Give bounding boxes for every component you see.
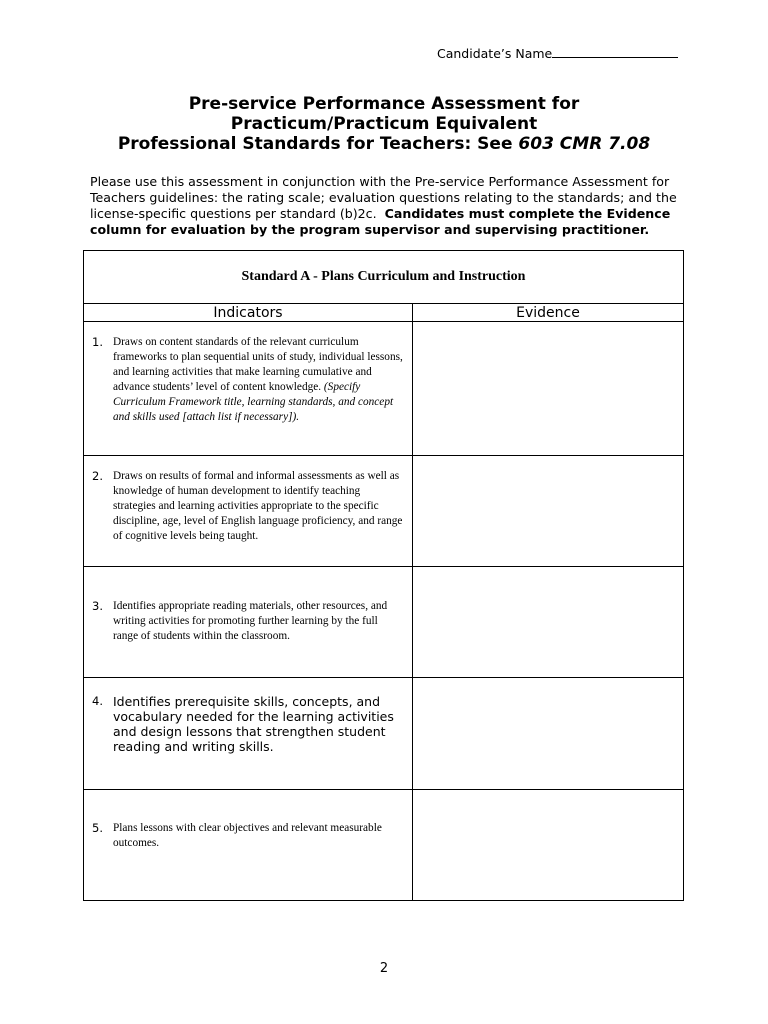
page-number: 2 bbox=[379, 961, 389, 976]
indicator-text-main: Draws on content standards of the relevant curriculum frameworks to plan sequential units of study, individual lessons, and learning activities that make learning cumulative and advance students’ level of content knowledge. bbox=[113, 336, 403, 393]
title-line-3 bbox=[0, 134, 768, 154]
evidence-cell[interactable] bbox=[413, 456, 684, 567]
standard-a-table bbox=[83, 250, 684, 901]
title-line-3-prefix: Professional Standards for Teachers: See bbox=[117, 134, 519, 154]
indicator-text: Plans lessons with clear objectives and relevant measurable outcomes. bbox=[113, 822, 382, 849]
table-row bbox=[84, 456, 684, 567]
indicator-text: Identifies prerequisite skills, concepts, and vocabulary needed for the learning activities and design lessons that strengthen student reading and writing skills. bbox=[113, 694, 394, 754]
indicator-cell bbox=[84, 567, 413, 678]
indicator-text bbox=[113, 335, 404, 425]
indicator-item bbox=[84, 790, 412, 851]
evidence-cell[interactable] bbox=[413, 567, 684, 678]
intro-paragraph bbox=[90, 174, 690, 238]
intro-bold-text: Candidates must complete the Evidence column for evaluation by the program supervisor and supervising practitioner. bbox=[90, 206, 671, 237]
indicator-item bbox=[84, 456, 412, 544]
page-title bbox=[0, 94, 768, 154]
indicator-number: 1. bbox=[92, 335, 103, 349]
indicator-item bbox=[84, 322, 412, 425]
title-line-2: Practicum/Practicum Equivalent bbox=[230, 114, 538, 134]
indicator-text: Identifies appropriate reading materials, other resources, and writing activities for promoting further learning by the full range of students within the classroom. bbox=[113, 600, 388, 642]
table-row bbox=[84, 567, 684, 678]
candidate-name-blank[interactable] bbox=[552, 45, 678, 58]
table-row bbox=[84, 678, 684, 790]
evidence-cell[interactable] bbox=[413, 322, 684, 456]
indicator-item bbox=[84, 678, 412, 754]
indicators-header: Indicators bbox=[84, 304, 413, 322]
indicator-text-italic: (Specify Curriculum Framework title, learning standards, and concept and skills used [attach list if necessary]). bbox=[113, 381, 394, 423]
indicator-cell bbox=[84, 678, 413, 790]
title-line-1: Pre-service Performance Assessment for bbox=[188, 94, 580, 114]
table-row bbox=[84, 790, 684, 901]
indicator-text: Draws on results of formal and informal assessments as well as knowledge of human development to identify teaching strategies and learning activities appropriate to the specific discipline, age, level of English language proficiency, and range of cognitive levels being taught. bbox=[113, 470, 403, 542]
indicator-cell bbox=[84, 456, 413, 567]
indicator-cell bbox=[84, 790, 413, 901]
candidate-name-label: Candidate’s Name bbox=[437, 46, 553, 61]
indicator-cell bbox=[84, 322, 413, 456]
indicator-number: 3. bbox=[92, 599, 103, 613]
indicator-item bbox=[84, 567, 412, 644]
indicator-number: 4. bbox=[92, 694, 103, 708]
title-regulation-ref: 603 CMR 7.08 bbox=[518, 134, 651, 154]
intro-text: Please use this assessment in conjunction with the Pre-service Performance Assessment for Teachers guidelines: the rating scale; evaluation questions relating to the standards; and the license-specific questions per standard (b)2c. bbox=[90, 174, 677, 221]
indicator-number: 2. bbox=[92, 469, 103, 483]
candidate-name-field[interactable] bbox=[437, 45, 678, 61]
table-row bbox=[84, 322, 684, 456]
evidence-header: Evidence bbox=[413, 304, 684, 322]
evidence-cell[interactable] bbox=[413, 790, 684, 901]
standard-title: Standard A - Plans Curriculum and Instruction bbox=[84, 251, 684, 304]
evidence-cell[interactable] bbox=[413, 678, 684, 790]
indicator-number: 5. bbox=[92, 821, 103, 835]
